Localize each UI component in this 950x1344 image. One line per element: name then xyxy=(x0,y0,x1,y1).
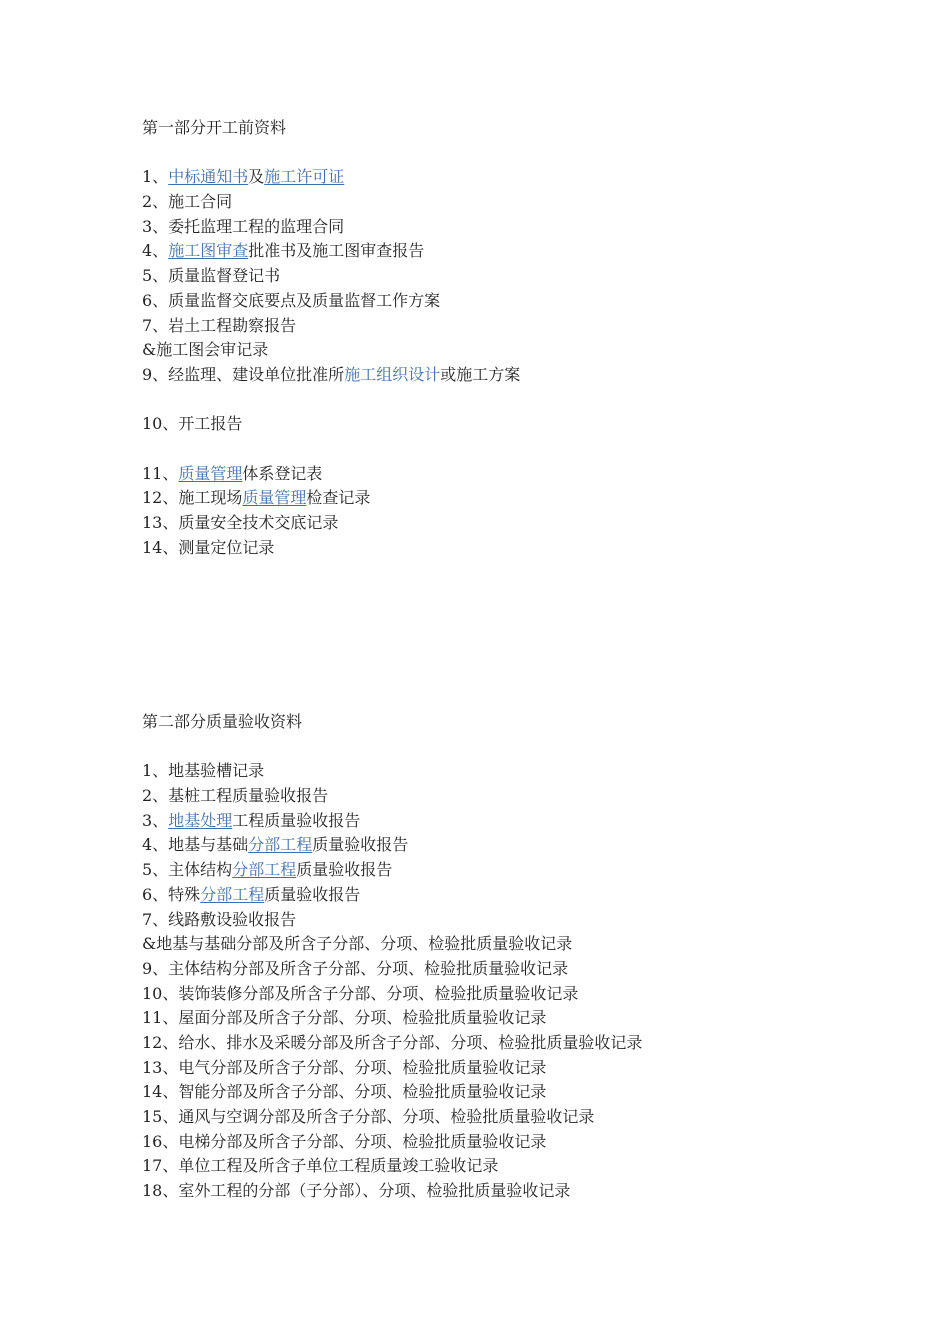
list-item-p2-12: 12、给水、排水及采暖分部及所含子分部、分项、检验批质量验收记录 xyxy=(142,1032,643,1052)
item-text: 质量验收报告 xyxy=(264,884,361,904)
item-text: 6、特殊 xyxy=(142,884,201,904)
link-drawing-review[interactable]: 施工图审查 xyxy=(168,241,249,261)
list-item-p2-17: 17、单位工程及所含子单位工程质量竣工验收记录 xyxy=(142,1156,499,1176)
item-text: 12、施工现场 xyxy=(142,488,243,508)
list-item-p2-7: 7、线路敷设验收报告 xyxy=(142,909,297,929)
list-item-p2-14: 14、智能分部及所含子分部、分项、检验批质量验收记录 xyxy=(142,1082,547,1102)
list-item-p2-1: 1、地基验槽记录 xyxy=(142,761,265,781)
item-prefix: 3、 xyxy=(142,810,169,830)
list-item-p1-3: 3、委托监理工程的监理合同 xyxy=(142,216,345,236)
spacer xyxy=(142,735,642,760)
list-item-p1-6: 6、质量监督交底要点及质量监督工作方案 xyxy=(142,290,441,310)
list-item-p2-4 xyxy=(142,833,642,858)
item-text: 质量验收报告 xyxy=(296,860,393,880)
list-item-p1-7: 7、岩土工程勘察报告 xyxy=(142,315,297,335)
list-item-p1-8: &施工图会审记录 xyxy=(142,340,269,360)
spacer xyxy=(142,141,520,166)
item-text: 体系登记表 xyxy=(242,463,323,483)
item-prefix: 11、 xyxy=(142,463,179,483)
list-item-p1-10: 10、开工报告 xyxy=(142,414,243,434)
list-item-p2-8: &地基与基础分部及所含子分部、分项、检验批质量验收记录 xyxy=(142,934,573,954)
list-item-p1-1 xyxy=(142,165,520,190)
list-item-p2-18: 18、室外工程的分部（子分部）、分项、检验批质量验收记录 xyxy=(142,1181,571,1201)
item-text: 工程质量验收报告 xyxy=(232,810,361,830)
list-item-p1-5: 5、质量监督登记书 xyxy=(142,266,281,286)
spacer xyxy=(142,388,520,413)
list-item-p2-6 xyxy=(142,883,642,908)
list-item-p2-10: 10、装饰装修分部及所含子分部、分项、检验批质量验收记录 xyxy=(142,983,579,1003)
list-item-p1-4 xyxy=(142,239,520,264)
list-item-p1-2: 2、施工合同 xyxy=(142,192,233,212)
section-part2 xyxy=(142,710,642,1204)
list-item-p1-12 xyxy=(142,486,520,511)
list-item-p1-9 xyxy=(142,363,520,388)
link-bid-notice[interactable]: 中标通知书 xyxy=(168,167,249,187)
list-item-p2-15: 15、通风与空调分部及所含子分部、分项、检验批质量验收记录 xyxy=(142,1107,595,1126)
list-item-p2-16: 16、电梯分部及所含子分部、分项、检验批质量验收记录 xyxy=(142,1131,547,1151)
item-text: 检查记录 xyxy=(306,488,371,508)
item-text: 4、地基与基础 xyxy=(142,835,249,855)
list-item-p2-11: 11、屋面分部及所含子分部、分项、检验批质量验收记录 xyxy=(142,1008,547,1028)
spacer xyxy=(142,437,520,462)
item-text: 9、经监理、建设单位批准所 xyxy=(142,364,345,384)
item-prefix: 4、 xyxy=(142,241,169,261)
list-item-p1-11 xyxy=(142,462,520,487)
list-item-p2-9: 9、主体结构分部及所含子分部、分项、检验批质量验收记录 xyxy=(142,958,569,978)
item-prefix: 1、 xyxy=(142,167,169,187)
item-text: 及 xyxy=(248,167,265,187)
item-text: 批准书及施工图审查报告 xyxy=(248,241,425,261)
list-item-p2-13: 13、电气分部及所含子分部、分项、检验批质量验收记录 xyxy=(142,1057,547,1077)
link-subdivision-works[interactable]: 分部工程 xyxy=(248,835,313,855)
section-part1 xyxy=(142,116,520,560)
item-text: 质量验收报告 xyxy=(312,835,409,855)
list-item-p2-3 xyxy=(142,809,642,834)
section-heading-part1: 第一部分开工前资料 xyxy=(142,118,287,137)
item-text: 或施工方案 xyxy=(440,364,521,384)
link-quality-management-2[interactable]: 质量管理 xyxy=(242,488,307,508)
link-construction-design[interactable]: 施工组织设计 xyxy=(344,364,441,384)
list-item-p2-2: 2、基桩工程质量验收报告 xyxy=(142,786,329,806)
section-heading-part2: 第二部分质量验收资料 xyxy=(142,712,303,731)
list-item-p2-5 xyxy=(142,858,642,883)
list-item-p1-14: 14、测量定位记录 xyxy=(142,537,275,557)
link-subdivision-works-3[interactable]: 分部工程 xyxy=(200,884,265,904)
link-subdivision-works-2[interactable]: 分部工程 xyxy=(232,860,297,880)
link-foundation-treatment[interactable]: 地基处理 xyxy=(168,810,233,830)
link-construction-permit[interactable]: 施工许可证 xyxy=(264,167,345,187)
list-item-p1-13: 13、质量安全技术交底记录 xyxy=(142,513,339,532)
link-quality-management[interactable]: 质量管理 xyxy=(178,463,243,483)
item-text: 5、主体结构 xyxy=(142,860,233,880)
